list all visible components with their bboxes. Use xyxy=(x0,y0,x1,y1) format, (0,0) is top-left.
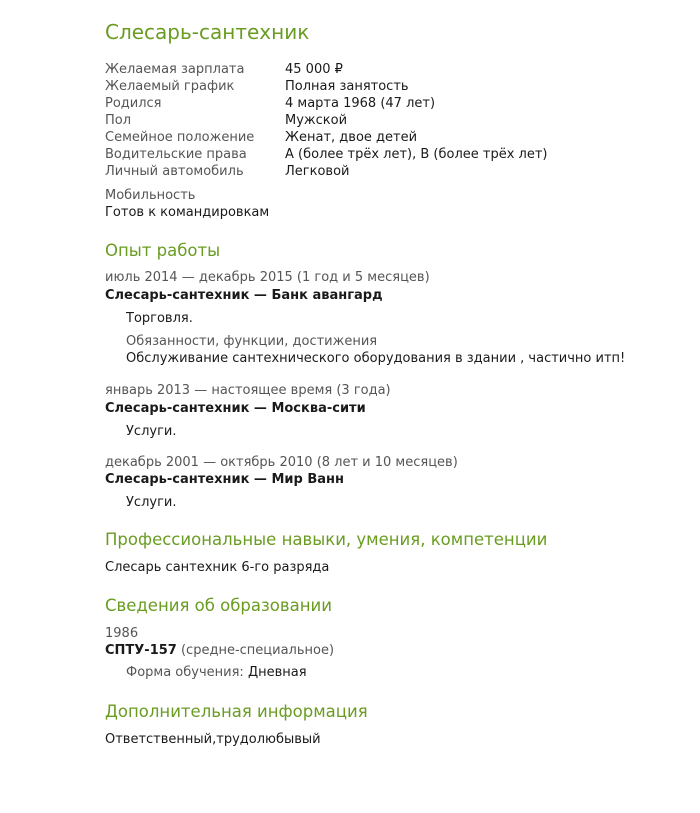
additional-text: Ответственный,трудолюбывый xyxy=(105,732,321,747)
info-value: Женат, двое детей xyxy=(285,130,418,145)
info-value: Полная занятость xyxy=(285,79,409,94)
info-label: Желаемая зарплата xyxy=(105,62,245,77)
education-year: 1986 xyxy=(105,626,139,641)
info-value: Мужской xyxy=(285,113,348,128)
skills-text: Слесарь сантехник 6-го разряда xyxy=(105,560,330,575)
additional-heading: Дополнительная информация xyxy=(105,702,368,721)
info-row-gender xyxy=(105,112,548,129)
job-industry: Торговля. xyxy=(126,311,193,326)
info-row-birth xyxy=(105,95,548,112)
job-duties: Обслуживание сантехнического оборудования в здании , частично итп! xyxy=(126,351,626,366)
info-label: Желаемый график xyxy=(105,79,235,94)
job-industry: Услуги. xyxy=(126,495,177,510)
info-row-family xyxy=(105,129,548,146)
resume-title: Слесарь-сантехник xyxy=(105,20,310,44)
info-value: 4 марта 1968 (47 лет) xyxy=(285,96,436,111)
personal-info xyxy=(105,61,548,180)
info-label: Пол xyxy=(105,113,132,128)
skills-heading: Профессиональные навыки, умения, компетенции xyxy=(105,530,548,549)
education-form xyxy=(126,665,307,680)
info-label: Водительские права xyxy=(105,147,247,162)
job-position: Слесарь-сантехник — Банк авангард xyxy=(105,288,383,303)
info-label: Семейное положение xyxy=(105,130,255,145)
education-form-value: Дневная xyxy=(247,665,307,680)
info-row-salary xyxy=(105,61,548,78)
mobility-label: Мобильность xyxy=(105,188,196,203)
info-row-car xyxy=(105,163,548,180)
info-value: A (более трёх лет), B (более трёх лет) xyxy=(285,147,548,162)
education-form-label: Форма обучения: xyxy=(126,665,244,680)
info-value: 45 000 ₽ xyxy=(285,62,343,77)
info-value: Легковой xyxy=(285,164,350,179)
job-industry: Услуги. xyxy=(126,424,177,439)
education-level: (средне-специальное) xyxy=(180,643,335,658)
education-school-line xyxy=(105,643,334,658)
experience-heading: Опыт работы xyxy=(105,241,221,260)
mobility-value: Готов к командировкам xyxy=(105,205,270,220)
info-row-license xyxy=(105,146,548,163)
job-period: январь 2013 — настоящее время (3 года) xyxy=(105,383,391,398)
job-period: декабрь 2001 — октябрь 2010 (8 лет и 10 месяцев) xyxy=(105,455,458,470)
info-label: Личный автомобиль xyxy=(105,164,244,179)
info-row-schedule xyxy=(105,78,548,95)
info-label: Родился xyxy=(105,96,162,111)
job-position: Слесарь-сантехник — Москва-сити xyxy=(105,401,366,416)
mobility xyxy=(105,187,269,221)
education-heading: Сведения об образовании xyxy=(105,596,332,615)
job-period: июль 2014 — декабрь 2015 (1 год и 5 месяцев) xyxy=(105,270,430,285)
education-school: СПТУ-157 xyxy=(105,643,177,658)
job-duties-label: Обязанности, функции, достижения xyxy=(126,334,378,349)
job-position: Слесарь-сантехник — Мир Ванн xyxy=(105,472,344,487)
